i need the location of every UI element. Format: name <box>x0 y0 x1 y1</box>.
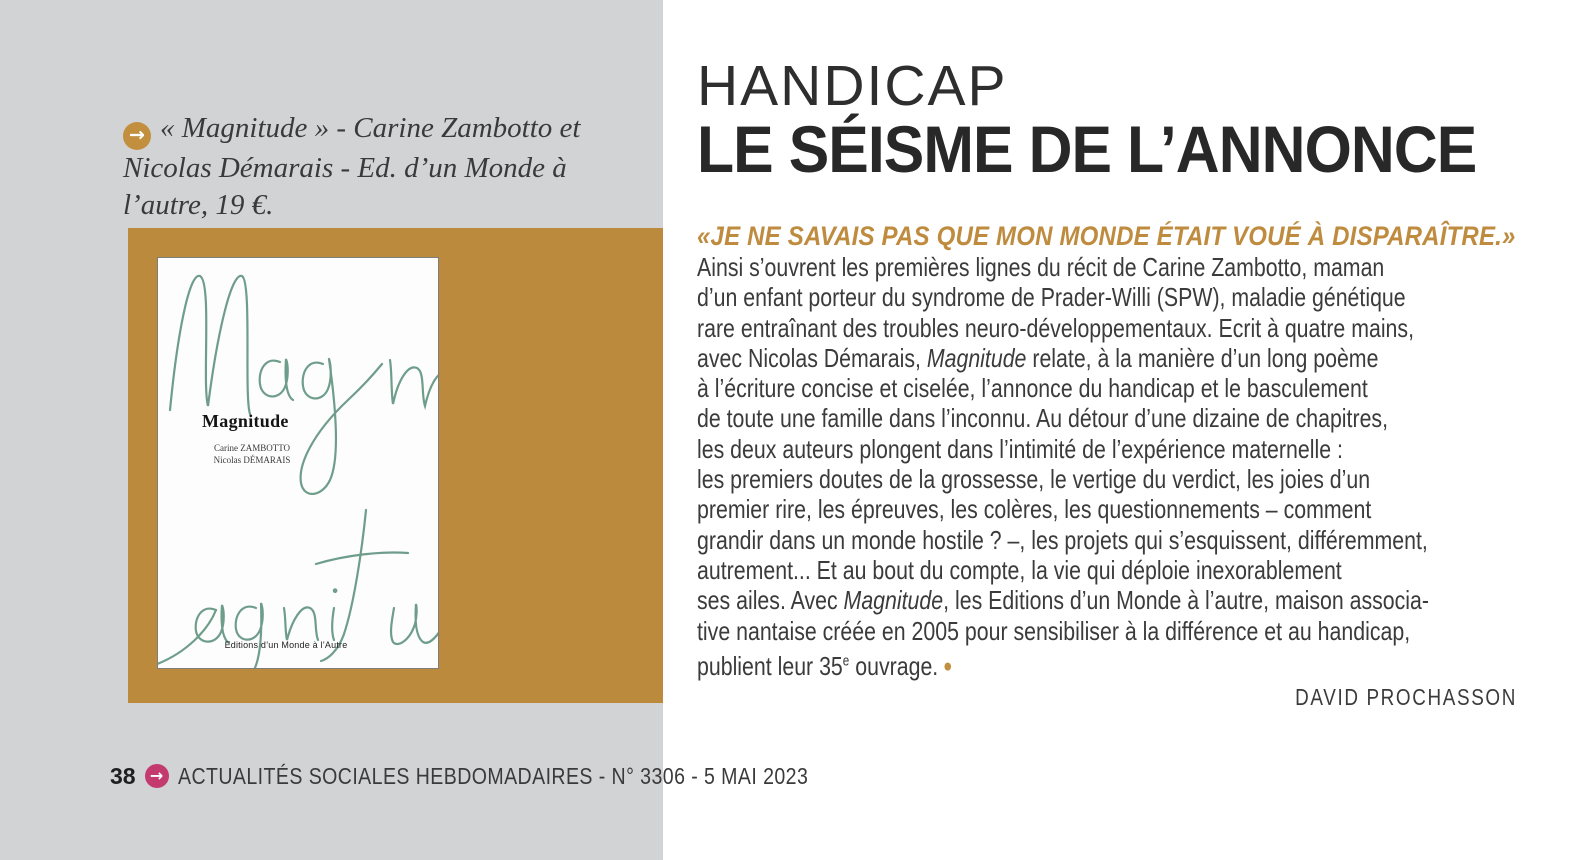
cover-author-line: Carine ZAMBOTTO <box>213 443 291 453</box>
body-line: tive nantaise créée en 2005 pour sensibiliser à la différence et au handicap, <box>697 615 1411 646</box>
cover-author-line: Nicolas DÉMARAIS <box>213 455 291 465</box>
article-kicker: HANDICAP <box>697 54 1008 118</box>
book-cover <box>157 257 439 669</box>
article-column <box>697 0 1578 860</box>
body-line: les deux auteurs plongent dans l’intimité de l’expérience maternelle : <box>697 433 1343 464</box>
article-headline: LE SÉISME DE L’ANNONCE <box>697 112 1477 186</box>
cover-authors <box>192 442 312 466</box>
body-line: de toute une famille dans l’inconnu. Au détour d’une dizaine de chapitres, <box>697 403 1389 434</box>
byline: DAVID PROCHASSON <box>1295 684 1517 710</box>
caption-line: Nicolas Démarais - Ed. d’un Monde à <box>123 152 567 184</box>
book-photo-panel <box>128 228 663 703</box>
arrow-right-icon: → <box>123 122 151 150</box>
body-line: Ainsi s’ouvrent les premières lignes du récit de Carine Zambotto, maman <box>697 252 1385 282</box>
cover-publisher: Editions d’un Monde à l’Autre <box>224 640 348 650</box>
page-footer <box>110 763 919 789</box>
lead-quote: «JE NE SAVAIS PAS QUE MON MONDE ÉTAIT VOUÉ À DISPARAÎTRE.» <box>697 221 1516 251</box>
page-number: 38 <box>110 762 136 789</box>
cover-title: Magnitude <box>202 411 289 431</box>
body-line: ses ailes. Avec Magnitude, les Editions d’un Monde à l’autre, maison associa- <box>697 585 1430 616</box>
article-body <box>697 252 1517 682</box>
caption-text: « Magnitude » - Carine Zambotto et <box>160 112 581 144</box>
body-line: d’un enfant porteur du syndrome de Prader-Willi (SPW), maladie génétique <box>697 282 1406 313</box>
body-line: les premiers doutes de la grossesse, le vertige du verdict, les joies d’un <box>697 464 1371 495</box>
left-gray-panel <box>0 0 663 860</box>
body-line-text: publient leur 35e ouvrage. <box>697 650 939 681</box>
caption-line: l’autre, 19 €. <box>123 189 274 221</box>
footer-journal-text: ACTUALITÉS SOCIALES HEBDOMADAIRES - N° 3306 - 5 MAI 2023 <box>177 762 808 789</box>
end-mark-dot: ● <box>943 655 953 677</box>
body-line: grandir dans un monde hostile ? –, les projets qui s’esquissent, différemment, <box>697 524 1428 555</box>
body-line <box>697 646 1517 682</box>
body-line: autrement... Et au bout du compte, la vie qui déploie inexorablement <box>697 554 1342 585</box>
caption-line <box>123 110 648 150</box>
body-line: à l’écriture concise et ciselée, l’annonce du handicap et le basculement <box>697 373 1368 404</box>
body-line: avec Nicolas Démarais, Magnitude relate, à la manière d’un long poème <box>697 342 1379 373</box>
body-line: rare entraînant des troubles neuro-développementaux. Ecrit à quatre mains, <box>697 312 1415 343</box>
arrow-right-icon: → <box>145 764 169 788</box>
book-caption <box>123 110 648 224</box>
body-line: premier rire, les épreuves, les colères, les questionnements – comment <box>697 494 1372 525</box>
